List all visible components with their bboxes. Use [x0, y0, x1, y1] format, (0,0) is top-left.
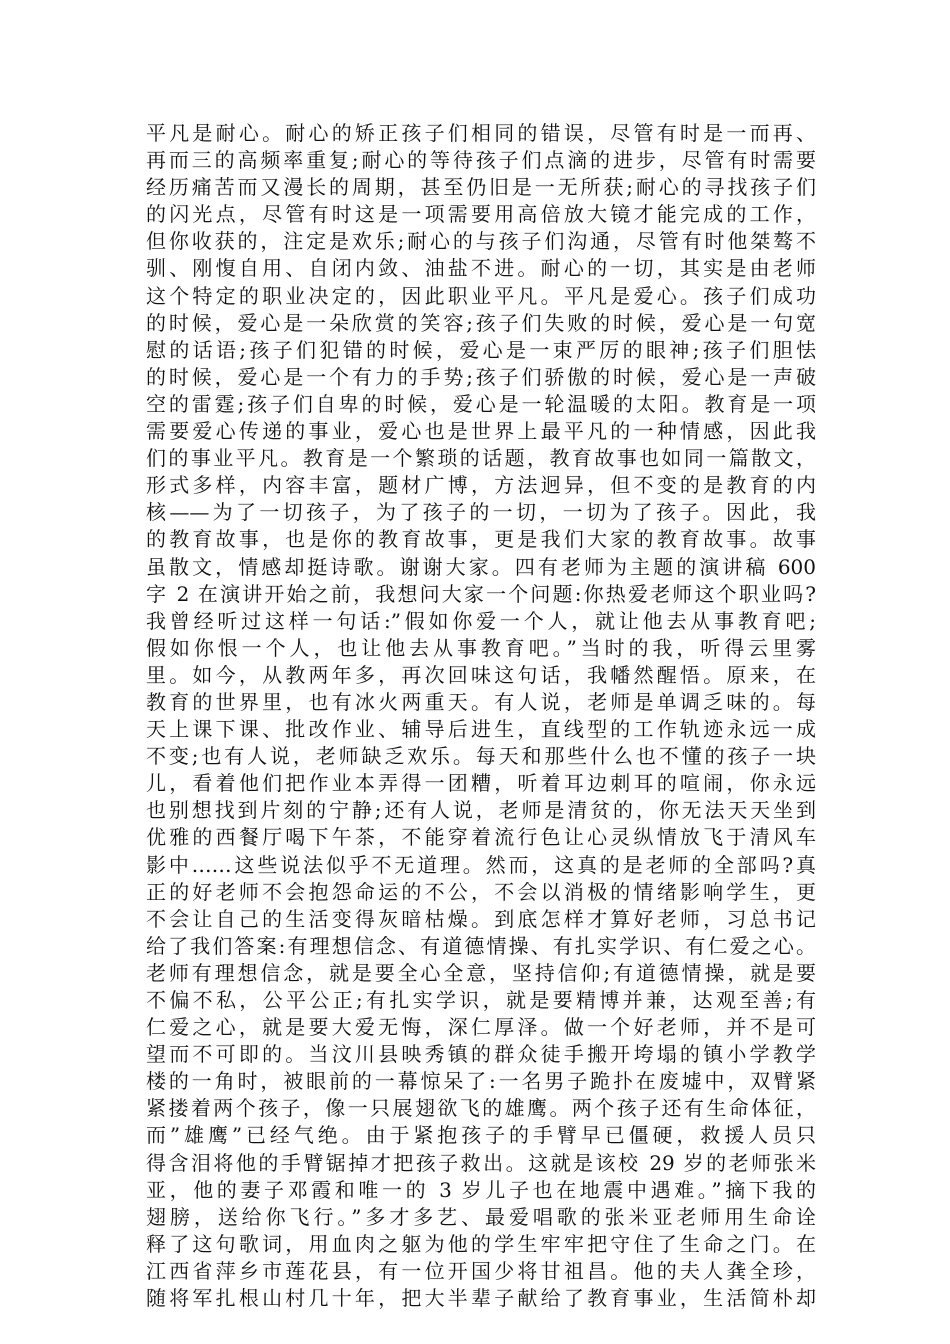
text-line: 老师有理想信念，就是要全心全意，坚持信仰;有道德情操，就是要	[146, 960, 816, 985]
text-line: 慰的话语;孩子们犯错的时候，爱心是一束严厉的眼神;孩子们胆怯	[146, 337, 816, 362]
text-line: 但你收获的，注定是欢乐;耐心的与孩子们沟通，尽管有时他桀骜不	[146, 229, 816, 254]
text-line: 字 2 在演讲开始之前，我想问大家一个问题:你热爱老师这个职业吗?	[146, 581, 816, 606]
text-line: 的闪光点，尽管有时这是一项需要用高倍放大镜才能完成的工作，	[146, 202, 816, 227]
text-line: 不偏不私，公平公正;有扎实学识，就是要精博并兼，达观至善;有	[146, 988, 816, 1012]
text-line: 楼的一角时，被眼前的一幕惊呆了:一名男子跪扑在废墟中，双臂紧	[146, 1069, 816, 1094]
text-line: 空的雷霆;孩子们自卑的时候，爱心是一轮温暖的太阳。教育是一项	[146, 391, 816, 416]
text-line: 亚，他的妻子邓霞和唯一的 3 岁儿子也在地震中遇难。”摘下我的	[146, 1177, 816, 1202]
text-line: 天上课下课、批改作业、辅导后进生，直线型的工作轨迹永远一成	[146, 717, 816, 742]
text-line: 江西省萍乡市莲花县，有一位开国少将甘祖昌。他的夫人龚全珍，	[146, 1258, 816, 1283]
text-line: 核——为了一切孩子，为了孩子的一切，一切为了孩子。因此，我	[146, 500, 816, 525]
text-line: 需要爱心传递的事业，爱心也是世界上最平凡的一种情感，因此我	[146, 419, 816, 444]
text-line: 紧搂着两个孩子，像一只展翅欲飞的雄鹰。两个孩子还有生命体征，	[146, 1096, 816, 1121]
text-line: 正的好老师不会抱怨命运的不公，不会以消极的情绪影响学生，更	[146, 879, 816, 904]
text-line: 不会让自己的生活变得灰暗枯燥。到底怎样才算好老师，习总书记	[146, 906, 816, 931]
text-line: 教育的世界里，也有冰火两重天。有人说，老师是单调乏味的。每	[146, 689, 816, 714]
text-line: 的时候，爱心是一个有力的手势;孩子们骄傲的时候，爱心是一声破	[146, 364, 816, 389]
text-line: 平凡是耐心。耐心的矫正孩子们相同的错误，尽管有时是一而再、	[146, 121, 816, 145]
text-line: 儿，看着他们把作业本弄得一团糟，听着耳边刺耳的喧闹，你永远	[146, 771, 816, 796]
text-line: 而”雄鹰”已经气绝。由于紧抱孩子的手臂早已僵硬，救援人员只	[146, 1123, 816, 1148]
text-line: 假如你恨一个人，也让他去从事教育吧。”当时的我，听得云里雾	[146, 635, 816, 660]
text-line: 给了我们答案:有理想信念、有道德情操、有扎实学识、有仁爱之心。	[146, 933, 816, 958]
text-line: 释了这句歌词，用血肉之躯为他的学生牢牢把守住了生命之门。在	[146, 1231, 816, 1256]
text-line: 仁爱之心，就是要大爱无悔，深仁厚泽。做一个好老师，并不是可	[146, 1015, 816, 1040]
speech-text-body	[146, 120, 816, 1312]
text-line: 我曾经听过这样一句话:”假如你爱一个人，就让他去从事教育吧;	[146, 608, 816, 633]
text-line: 经历痛苦而又漫长的周期，甚至仍旧是一无所获;耐心的寻找孩子们	[146, 175, 816, 200]
text-line: 的时候，爱心是一朵欣赏的笑容;孩子们失败的时候，爱心是一句宽	[146, 310, 816, 335]
text-line: 驯、刚愎自用、自闭内敛、油盐不进。耐心的一切，其实是由老师	[146, 256, 816, 281]
text-line: 的教育故事，也是你的教育故事，更是我们大家的教育故事。故事	[146, 527, 816, 552]
text-line: 得含泪将他的手臂锯掉才把孩子救出。这就是该校 29 岁的老师张米	[146, 1150, 816, 1175]
text-line: 也别想找到片刻的宁静;还有人说，老师是清贫的，你无法天天坐到	[146, 798, 816, 823]
text-line: 随将军扎根山村几十年，把大半辈子献给了教育事业，生活简朴却	[146, 1286, 816, 1311]
text-line: 形式多样，内容丰富，题材广博，方法迥异，但不变的是教育的内	[146, 473, 816, 498]
text-line: 翅膀，送给你飞行。”多才多艺、最爱唱歌的张米亚老师用生命诠	[146, 1204, 816, 1229]
text-line: 不变;也有人说，老师缺乏欢乐。每天和那些什么也不懂的孩子一块	[146, 744, 816, 769]
text-line: 影中……这些说法似乎不无道理。然而，这真的是老师的全部吗?真	[146, 852, 816, 877]
text-line: 里。如今，从教两年多，再次回味这句话，我幡然醒悟。原来，在	[146, 662, 816, 687]
text-line: 虽散文，情感却挺诗歌。谢谢大家。四有老师为主题的演讲稿 600	[146, 554, 816, 579]
text-line: 们的事业平凡。教育是一个繁琐的话题，教育故事也如同一篇散文，	[146, 446, 816, 471]
text-line: 望而不可即的。当汶川县映秀镇的群众徒手搬开垮塌的镇小学教学	[146, 1042, 816, 1067]
text-line: 这个特定的职业决定的，因此职业平凡。平凡是爱心。孩子们成功	[146, 283, 816, 308]
text-line: 优雅的西餐厅喝下午茶，不能穿着流行色让心灵纵情放飞于清风车	[146, 825, 816, 850]
text-line: 再而三的高频率重复;耐心的等待孩子们点滴的进步，尽管有时需要	[146, 148, 816, 173]
